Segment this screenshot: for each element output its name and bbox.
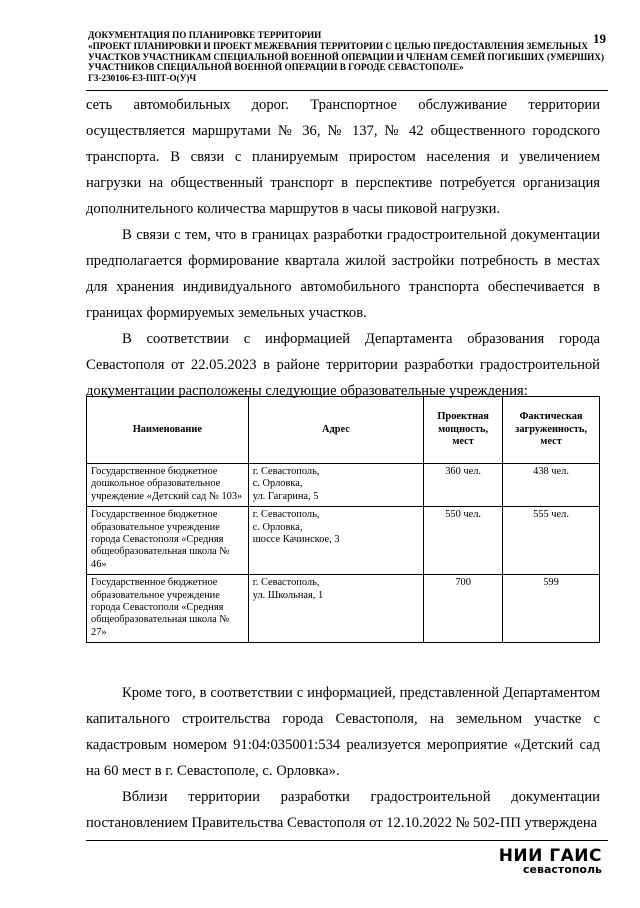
body-text-after-table	[86, 680, 600, 836]
cell-name: Государственное бюджетное образовательное учреждение города Севастополя «Средняя общеобразовательная школа № 27»	[87, 575, 249, 643]
address-line: с. Орловка,	[252, 521, 303, 533]
paragraph: В соответствии с информацией Департамента образования города Севастополя от 22.05.2023 в районе территории разработки градостроительной документации расположены следующие образовательные учреждения:	[86, 331, 600, 399]
column-header-name: Наименование	[87, 397, 249, 464]
table-row	[87, 464, 600, 507]
address-line: г. Севастополь,	[252, 577, 320, 589]
cell-address	[248, 507, 423, 575]
cell-load: 438 чел.	[503, 464, 600, 507]
header-code: Г3-230106-Е3-ППТ-О(У)Ч	[88, 73, 197, 84]
header-line: УЧАСТКОВ УЧАСТНИКАМ СПЕЦИАЛЬНОЙ ВОЕННОЙ ОПЕРАЦИИ И ЧЛЕНАМ СЕМЕЙ ПОГИБШИХ (УМЕРШИХ)	[88, 51, 604, 62]
address-line: г. Севастополь,	[252, 466, 320, 477]
logo-title: НИИ ГАИС	[498, 846, 602, 866]
address-line: ул. Школьная, 1	[252, 589, 324, 601]
address-line: г. Севастополь,	[252, 509, 320, 521]
column-header-load: Фактическая загруженность, мест	[503, 397, 600, 464]
column-header-capacity: Проектная мощность, мест	[424, 397, 503, 464]
schools-table	[86, 396, 600, 643]
page-number: 19	[593, 31, 606, 46]
header-line: УЧАСТНИКОВ СПЕЦИАЛЬНОЙ ВОЕННОЙ ОПЕРАЦИИ В ГОРОДЕ СЕВАСТОПОЛЕ»	[88, 62, 464, 73]
cell-capacity: 360 чел.	[424, 464, 503, 507]
logo-subtitle: севастополь	[523, 863, 602, 876]
cell-name: Государственное бюджетное образовательное учреждение города Севастополя «Средняя общеобразовательная школа № 46»	[87, 507, 249, 575]
cell-capacity: 550 чел.	[424, 507, 503, 575]
cell-name: Государственное бюджетное дошкольное образовательное учреждение «Детский сад № 103»	[87, 464, 249, 507]
header-line: ДОКУМЕНТАЦИЯ ПО ПЛАНИРОВКЕ ТЕРРИТОРИИ	[88, 30, 322, 40]
header-line: «ПРОЕКТ ПЛАНИРОВКИ И ПРОЕКТ МЕЖЕВАНИЯ ТЕРРИТОРИИ С ЦЕЛЬЮ ПРЕДОСТАВЛЕНИЯ ЗЕМЕЛЬНЫХ	[88, 40, 588, 51]
address-line: с. Орловка,	[252, 478, 303, 490]
header-divider	[86, 90, 608, 91]
address-line: шоссе Качинское, 3	[252, 534, 340, 546]
cell-load: 599	[503, 575, 600, 643]
body-text-before-table	[86, 92, 600, 404]
table-row	[87, 507, 600, 575]
column-header-address: Адрес	[248, 397, 423, 464]
paragraph: Вблизи территории разработки градостроительной документации постановлением Правительства Севастополя от 12.10.2022 № 502-ПП утверждена	[86, 789, 600, 831]
cell-load: 555 чел.	[503, 507, 600, 575]
address-line: ул. Гагарина, 5	[252, 490, 319, 502]
cell-capacity: 700	[424, 575, 503, 643]
paragraph: сеть автомобильных дорог. Транспортное обслуживание территории осуществляется маршрутами № 36, № 137, № 42 общественного городского транспорта. В связи с планируемым приростом населения и увеличением нагрузки на общественный транспорт в перспективе потребуется организация дополнительного количества маршрутов в часы пиковой нагрузки.	[86, 97, 600, 217]
cell-address	[248, 575, 423, 643]
footer-divider	[86, 840, 608, 841]
nii-gais-logo	[499, 846, 602, 875]
cell-address	[248, 464, 423, 507]
document-header	[88, 30, 608, 84]
paragraph: Кроме того, в соответствии с информацией, представленной Департаментом капитального строительства города Севастополя, на земельном участке с кадастровым номером 91:04:035001:534 реализуется мероприятие «Детский сад на 60 мест в г. Севастополе, с. Орловка».	[86, 685, 600, 779]
table-row	[87, 575, 600, 643]
table-header-row	[87, 397, 600, 464]
paragraph: В связи с тем, что в границах разработки градостроительной документации предполагается формирование квартала жилой застройки потребность в местах для хранения индивидуального автомобильного транспорта обеспечивается в границах формируемых земельных участков.	[86, 227, 600, 321]
